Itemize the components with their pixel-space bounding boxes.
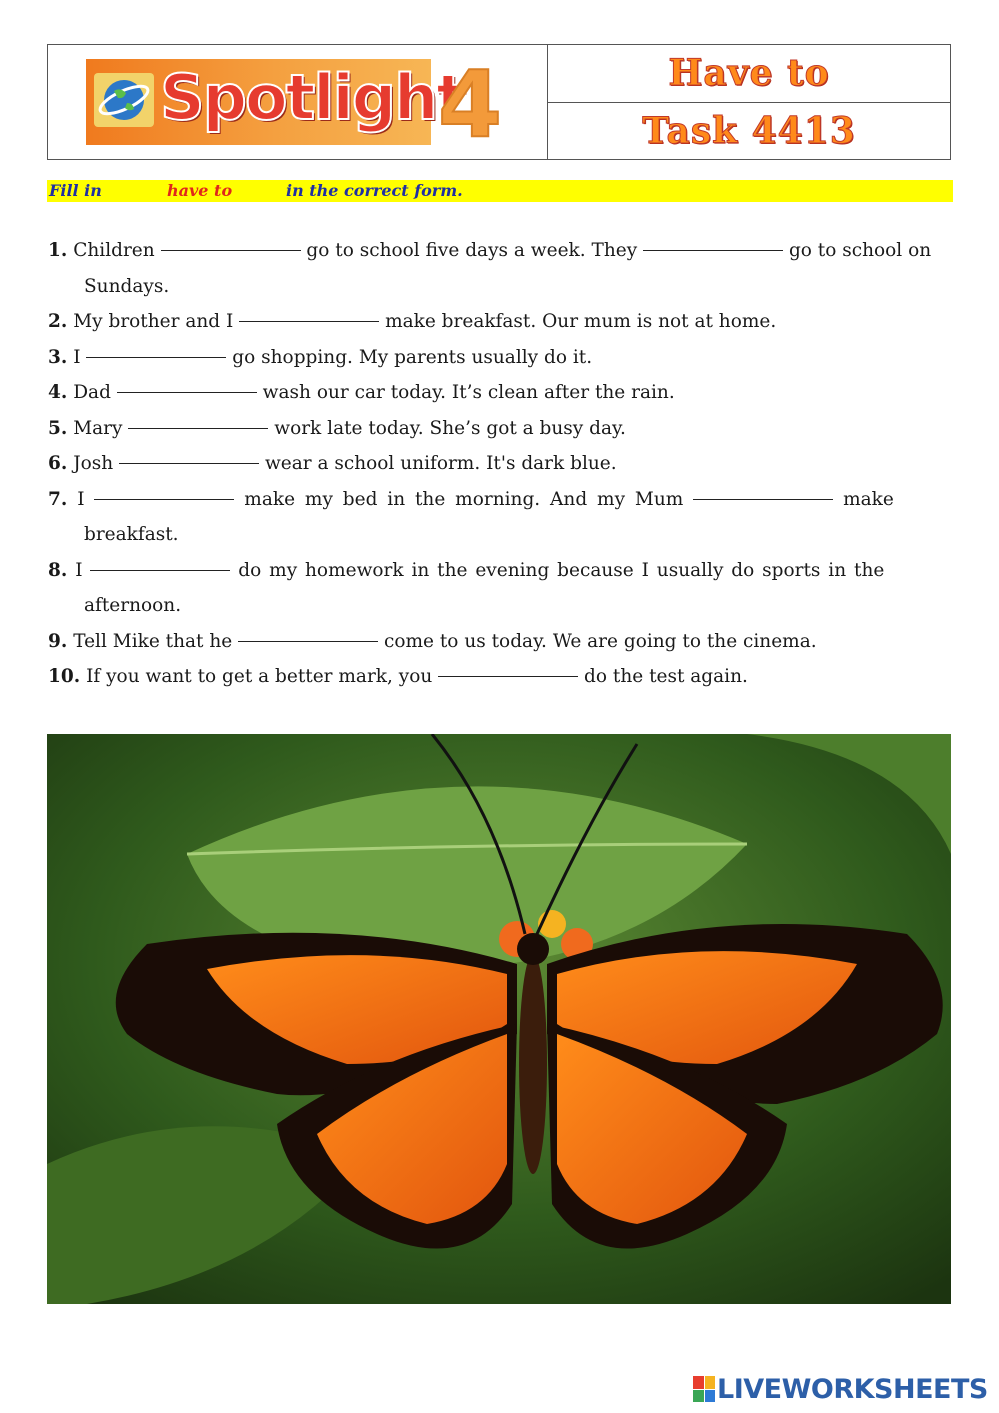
item-text: I: [67, 559, 91, 581]
butterfly-photo: [47, 734, 951, 1304]
item-text: I: [67, 346, 87, 368]
instruction-text: Fill in: [49, 181, 102, 200]
brand-text: LIVEWORKSHEETS: [717, 1373, 988, 1405]
item-number: 7.: [48, 488, 68, 510]
answer-blank[interactable]: [128, 427, 268, 429]
answer-blank[interactable]: [239, 320, 379, 322]
logo-number: 4: [438, 51, 503, 158]
item-text: go to school five days a week. They: [300, 240, 644, 261]
answer-blank[interactable]: [94, 498, 234, 500]
answer-blank[interactable]: [643, 249, 783, 251]
item-text: afternoon.: [84, 595, 182, 616]
item-text: breakfast.: [84, 524, 179, 545]
instruction-text-end: in the correct form.: [286, 181, 463, 200]
exercise-item: [48, 553, 951, 624]
item-number: 10.: [48, 666, 81, 687]
title-cell: [548, 45, 950, 159]
item-number: 2.: [48, 311, 68, 332]
liveworksheets-brand: [693, 1372, 993, 1406]
exercise-item: [48, 340, 951, 376]
answer-blank[interactable]: [90, 569, 230, 571]
item-number: 5.: [48, 417, 68, 439]
item-text: Sundays.: [84, 275, 170, 297]
item-text: make: [833, 488, 894, 510]
exercise-item: [48, 233, 951, 304]
item-text: wear a school uniform. It's dark blue.: [259, 453, 617, 474]
exercise-item: [48, 482, 951, 553]
butterfly-illustration: [47, 734, 951, 1304]
exercise-item: [48, 411, 951, 447]
item-number: 8.: [48, 559, 68, 581]
answer-blank[interactable]: [117, 391, 257, 393]
answer-blank[interactable]: [238, 640, 378, 642]
answer-blank[interactable]: [438, 675, 578, 677]
answer-blank[interactable]: [693, 498, 833, 500]
item-text: work late today. She’s got a busy day.: [268, 417, 626, 439]
logo-word: Spotlight: [160, 61, 464, 134]
item-text: If you want to get a better mark, you: [80, 666, 439, 687]
item-text: go shopping. My parents usually do it.: [226, 346, 593, 368]
item-text: Mary: [67, 417, 129, 439]
item-text: I: [67, 488, 95, 510]
item-text: make my bed in the morning. And my Mum: [234, 488, 694, 510]
item-number: 3.: [48, 346, 68, 368]
item-text: do my homework in the evening because I usually do sports in the: [230, 559, 885, 581]
exercise-list: [48, 233, 951, 695]
globe-icon: [94, 73, 154, 127]
topic-title: Have to: [548, 45, 950, 103]
instruction-bar: [47, 180, 953, 202]
exercise-item: [48, 624, 951, 660]
exercise-item: [48, 304, 951, 340]
item-number: 1.: [48, 240, 68, 261]
item-text: wash our car today. It’s clean after the rain.: [256, 382, 675, 403]
answer-blank[interactable]: [161, 249, 301, 251]
logo-cell: [48, 45, 548, 159]
item-text: Children: [67, 240, 161, 261]
item-text: go to school on: [783, 240, 932, 261]
spotlight-logo: [86, 51, 506, 158]
exercise-item: [48, 375, 951, 411]
worksheet-header: [47, 44, 951, 160]
answer-blank[interactable]: [119, 462, 259, 464]
item-text: Dad: [67, 382, 117, 403]
item-number: 6.: [48, 453, 68, 474]
item-text: make breakfast. Our mum is not at home.: [379, 311, 777, 332]
instruction-keyword: have to: [167, 181, 233, 200]
exercise-item: [48, 659, 951, 695]
task-title: Task 4413: [642, 109, 856, 152]
answer-blank[interactable]: [86, 356, 226, 358]
item-number: 4.: [48, 382, 68, 403]
item-text: Tell Mike that he: [67, 630, 239, 652]
item-text: My brother and I: [67, 311, 240, 332]
liveworksheets-icon: [693, 1376, 715, 1402]
item-text: Josh: [67, 453, 120, 474]
item-text: do the test again.: [578, 666, 748, 687]
item-text: come to us today. We are going to the cinema.: [378, 630, 817, 652]
item-number: 9.: [48, 630, 68, 652]
exercise-item: [48, 446, 951, 482]
